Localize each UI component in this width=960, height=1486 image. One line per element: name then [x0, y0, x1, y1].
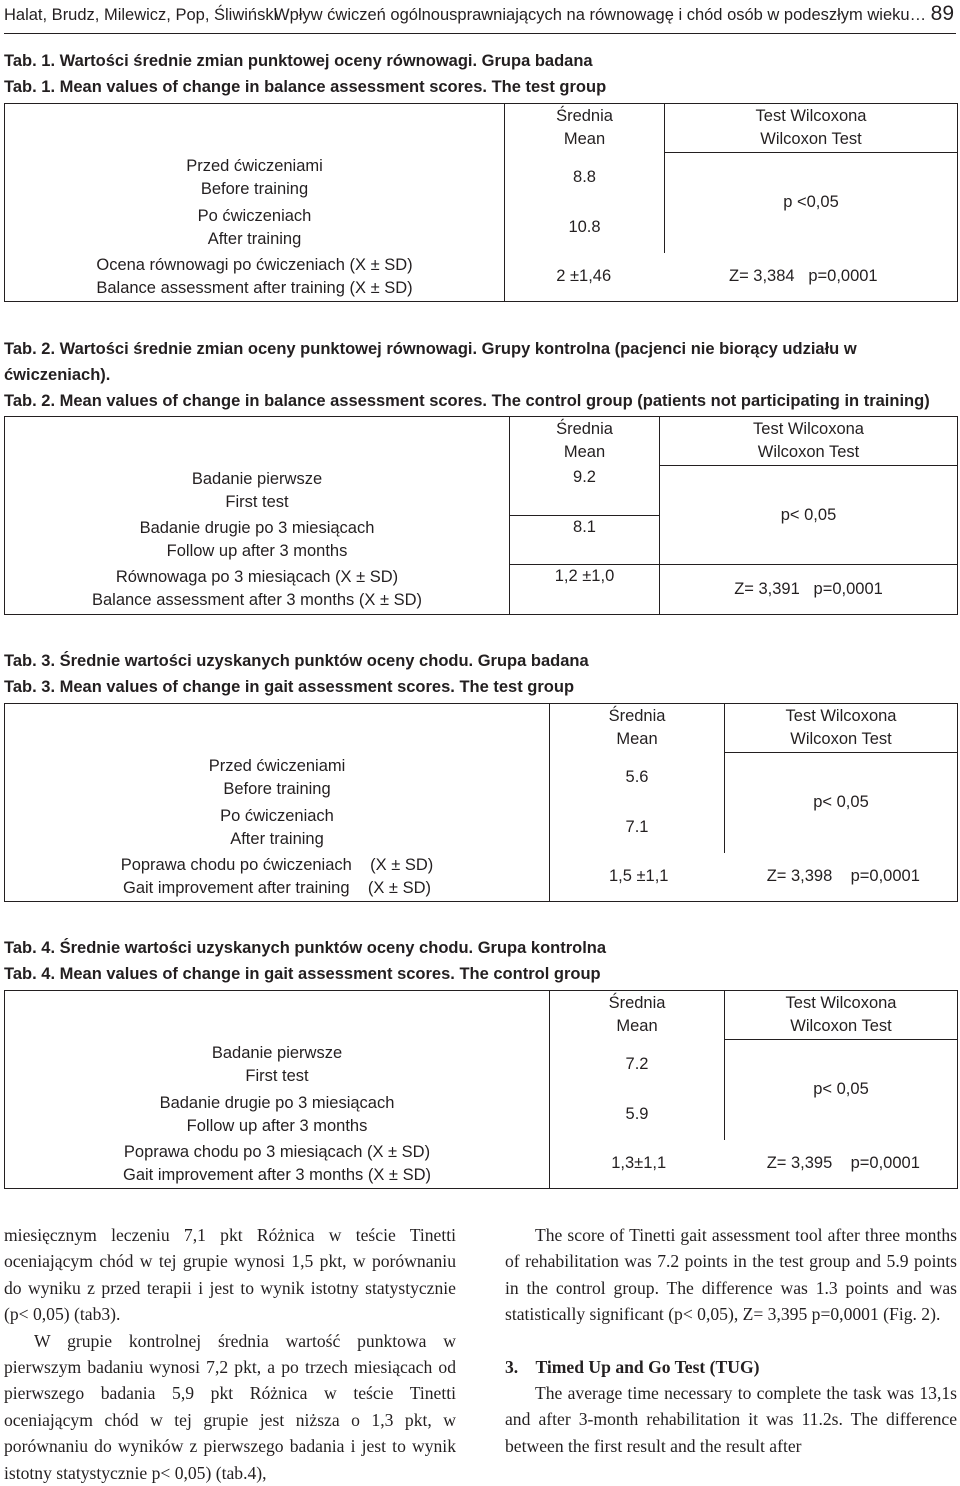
tab3-row-label: Przed ćwiczeniami Before training	[5, 753, 550, 803]
tab3-row-label: Poprawa chodu po ćwiczeniach (X ± SD) Gait improvement after training (X ± SD)	[5, 853, 550, 902]
tab4-p-value: p< 0,05	[725, 1040, 958, 1140]
tab1-caption	[4, 48, 954, 100]
tab3-header-test: Test Wilcoxona Wilcoxon Test	[725, 704, 958, 753]
tab4-caption	[4, 935, 954, 987]
tab1-row-label: Po ćwiczeniach After training	[5, 203, 505, 253]
tab4-summary-cell	[550, 1140, 958, 1189]
tab4-row-mean: 1,3±1,1	[611, 1154, 667, 1173]
tab2-caption-en: Tab. 2. Mean values of change in balance assessment scores. The control group (patients not participating in training)	[4, 392, 930, 410]
header-article-title: Wpływ ćwiczeń ogólnousprawniających na równowagę i chód osób w podeszłym wieku…	[274, 6, 927, 24]
tab1-header-test: Test Wilcoxona Wilcoxon Test	[665, 104, 958, 153]
page-number: 89	[930, 2, 954, 25]
tab3-row-mean: 1,5 ±1,1	[608, 867, 669, 886]
tab2-caption-pl-2: ćwiczeniach).	[4, 366, 111, 384]
tab2-row-label: Badanie drugie po 3 miesiącach Follow up after 3 months	[5, 516, 510, 565]
left-text-column	[4, 1222, 456, 1486]
tab3-caption-pl: Tab. 3. Średnie wartości uzyskanych punktów oceny chodu. Grupa badana	[4, 652, 589, 670]
left-paragraph-2: W grupie kontrolnej średnia wartość punktowa w pierwszym badaniu wynosi 7,2 pkt, a po trzech miesiącach od pierwszego badania 5,9 pkt Różnica w teście Tinetti oceniającym chód w tej grupie jest niższa o 1,3 pkt, w porównaniu do wyników z pierwszego badania i jest to wynik istotny statystycznie p< 0,05) (tab.4),	[4, 1330, 456, 1483]
tab4-caption-en: Tab. 4. Mean values of change in gait assessment scores. The control group	[4, 965, 601, 983]
tab4-row-label: Poprawa chodu po 3 miesiącach (X ± SD) Gait improvement after 3 months (X ± SD)	[5, 1140, 550, 1189]
tab2-header-test: Test Wilcoxona Wilcoxon Test	[660, 417, 958, 466]
running-head	[4, 2, 956, 30]
tab1-header-empty	[5, 104, 505, 153]
tab2-header-empty	[5, 417, 510, 466]
tab4-row-test: Z= 3,395 p=0,0001	[766, 1154, 920, 1173]
tab3-p-value: p< 0,05	[725, 753, 958, 853]
header-authors: Halat, Brudz, Milewicz, Pop, Śliwiński	[4, 6, 278, 24]
tab3-row-mean: 7.1	[550, 803, 725, 853]
tab1-row-mean: 2 ±1,46	[556, 267, 612, 286]
tab2-caption-pl-1: Tab. 2. Wartości średnie zmian oceny punktowej równowagi. Grupy kontrolna (pacjenci nie biorący udziału w	[4, 340, 857, 358]
header-rule	[4, 33, 956, 34]
tab1-row-label: Przed ćwiczeniami Before training	[5, 153, 505, 203]
right-paragraph-1: The score of Tinetti gait assessment tool after three months of rehabilitation was 7.2 points in the test group and 5.9 points in the control group. The difference was 1.3 points and was statistically significant (p< 0,05), Z= 3,395 p=0,0001 (Fig. 2).	[505, 1225, 957, 1325]
tab2-row-test: Z= 3,391 p=0,0001	[660, 565, 958, 615]
tab4-table	[4, 990, 958, 1189]
tab4-header-mean: Średnia Mean	[550, 991, 725, 1040]
tab1-table	[4, 103, 958, 302]
tab3-table	[4, 703, 958, 902]
tab1-header-mean: Średnia Mean	[505, 104, 665, 153]
tab3-header-mean: Średnia Mean	[550, 704, 725, 753]
tab4-row-label: Badanie pierwsze First test	[5, 1040, 550, 1090]
tab2-caption	[4, 336, 954, 414]
tab3-row-test: Z= 3,398 p=0,0001	[766, 867, 920, 886]
tab2-row-label: Równowaga po 3 miesiącach (X ± SD) Balance assessment after 3 months (X ± SD)	[5, 565, 510, 615]
tab3-caption	[4, 648, 954, 700]
right-paragraph-2: The average time necessary to complete the task was 13,1s and after 3-month rehabilitation it was 11.2s. The difference between the first result and the result after	[505, 1383, 957, 1456]
tab2-header-mean: Średnia Mean	[510, 417, 660, 466]
tab1-row-label: Ocena równowagi po ćwiczeniach (X ± SD) Balance assessment after training (X ± SD)	[5, 253, 505, 302]
right-text-column	[505, 1222, 957, 1459]
tab4-row-mean: 7.2	[550, 1040, 725, 1090]
left-paragraph-1: miesięcznym leczeniu 7,1 pkt Różnica w teście Tinetti oceniającym chód w tej grupie wynosi 1,5 pkt, w porównaniu do wyniku z przed terapii i jest to wynik istotny statystycznie (p< 0,05) (tab3).	[4, 1225, 456, 1325]
tab1-p-value: p <0,05	[665, 153, 958, 253]
tab1-row-mean: 8.8	[505, 153, 665, 203]
tab4-caption-pl: Tab. 4. Średnie wartości uzyskanych punktów oceny chodu. Grupa kontrolna	[4, 939, 607, 957]
tab2-row-label: Badanie pierwsze First test	[5, 466, 510, 516]
section-heading-tug: 3. Timed Up and Go Test (TUG)	[505, 1356, 760, 1377]
tab4-header-empty	[5, 991, 550, 1040]
tab2-row-mean: 9.2	[510, 466, 660, 516]
tab3-header-empty	[5, 704, 550, 753]
tab4-row-mean: 5.9	[550, 1090, 725, 1140]
tab1-row-mean: 10.8	[505, 203, 665, 253]
tab1-caption-pl: Tab. 1. Wartości średnie zmian punktowej oceny równowagi. Grupa badana	[4, 52, 593, 70]
tab1-summary-cell	[505, 253, 958, 302]
tab4-header-test: Test Wilcoxona Wilcoxon Test	[725, 991, 958, 1040]
tab2-table	[4, 416, 958, 615]
tab1-row-test: Z= 3,384 p=0,0001	[728, 267, 878, 286]
tab3-caption-en: Tab. 3. Mean values of change in gait assessment scores. The test group	[4, 678, 575, 696]
tab3-summary-cell	[550, 853, 958, 902]
tab3-row-label: Po ćwiczeniach After training	[5, 803, 550, 853]
tab2-row-mean: 1,2 ±1,0	[510, 565, 660, 615]
tab2-row-mean: 8.1	[510, 516, 660, 565]
tab4-row-label: Badanie drugie po 3 miesiącach Follow up after 3 months	[5, 1090, 550, 1140]
tab3-row-mean: 5.6	[550, 753, 725, 803]
tab1-caption-en: Tab. 1. Mean values of change in balance assessment scores. The test group	[4, 78, 607, 96]
tab2-p-value: p< 0,05	[660, 466, 958, 565]
